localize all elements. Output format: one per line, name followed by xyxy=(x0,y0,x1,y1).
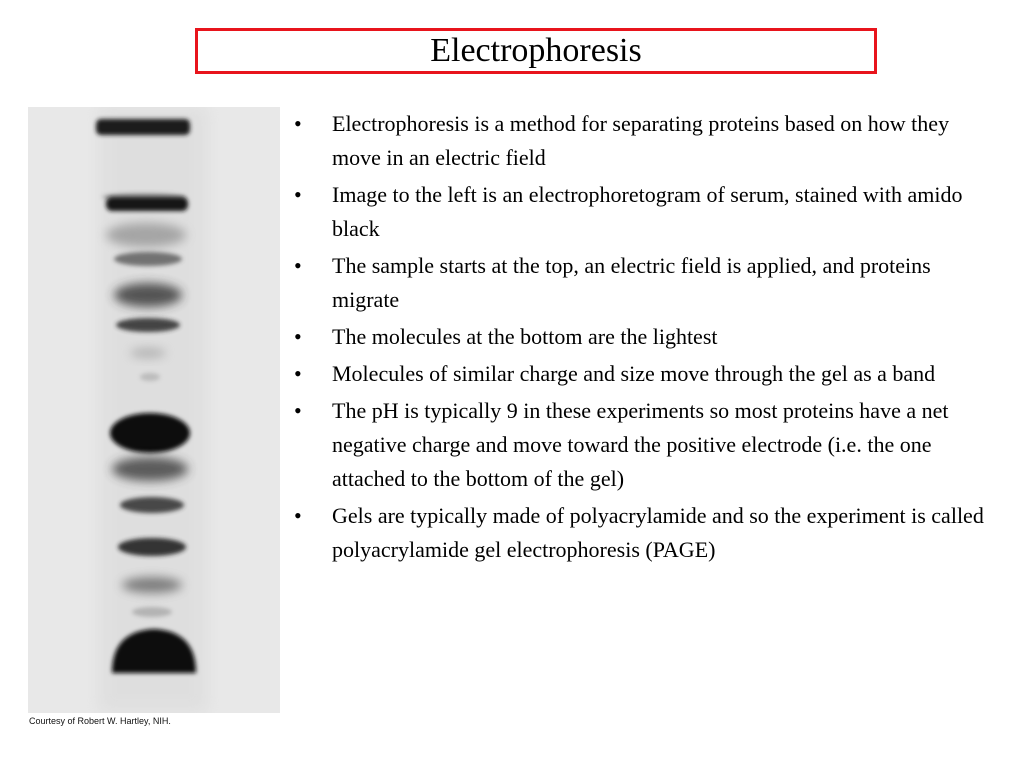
image-credit: Courtesy of Robert W. Hartley, NIH. xyxy=(29,716,171,726)
bullet-text: Image to the left is an electrophoretogram of serum, stained with amido black xyxy=(332,182,963,241)
bullet-text: Gels are typically made of polyacrylamide and so the experiment is called polyacrylamide gel electrophoresis (PAGE) xyxy=(332,503,984,562)
bullet-item xyxy=(292,357,997,391)
bullet-item xyxy=(292,320,997,354)
bullet-marker: • xyxy=(294,324,302,349)
bullet-item xyxy=(292,107,997,175)
bullet-marker: • xyxy=(294,111,302,136)
electrophoretogram-image xyxy=(28,107,280,713)
gel-icon xyxy=(28,107,280,713)
bullet-text: Molecules of similar charge and size move through the gel as a band xyxy=(332,361,936,386)
bullet-marker: • xyxy=(294,398,302,423)
bullet-item xyxy=(292,394,997,496)
bullet-marker: • xyxy=(294,253,302,278)
bullet-item xyxy=(292,249,997,317)
bullet-item xyxy=(292,499,997,567)
bullet-marker: • xyxy=(294,361,302,386)
bullet-marker: • xyxy=(294,182,302,207)
slide-title-box xyxy=(195,28,877,74)
bullet-text: The sample starts at the top, an electric field is applied, and proteins migrate xyxy=(332,253,931,312)
bullet-item xyxy=(292,178,997,246)
bullet-marker: • xyxy=(294,503,302,528)
bullet-text: Electrophoresis is a method for separating proteins based on how they move in an electric field xyxy=(332,111,950,170)
slide-title: Electrophoresis xyxy=(430,32,642,69)
bullet-text: The pH is typically 9 in these experiments so most proteins have a net negative charge and move toward the positive electrode (i.e. the one attached to the bottom of the gel) xyxy=(332,398,949,491)
bullet-text: The molecules at the bottom are the lightest xyxy=(332,324,718,349)
bullet-list xyxy=(292,107,997,570)
